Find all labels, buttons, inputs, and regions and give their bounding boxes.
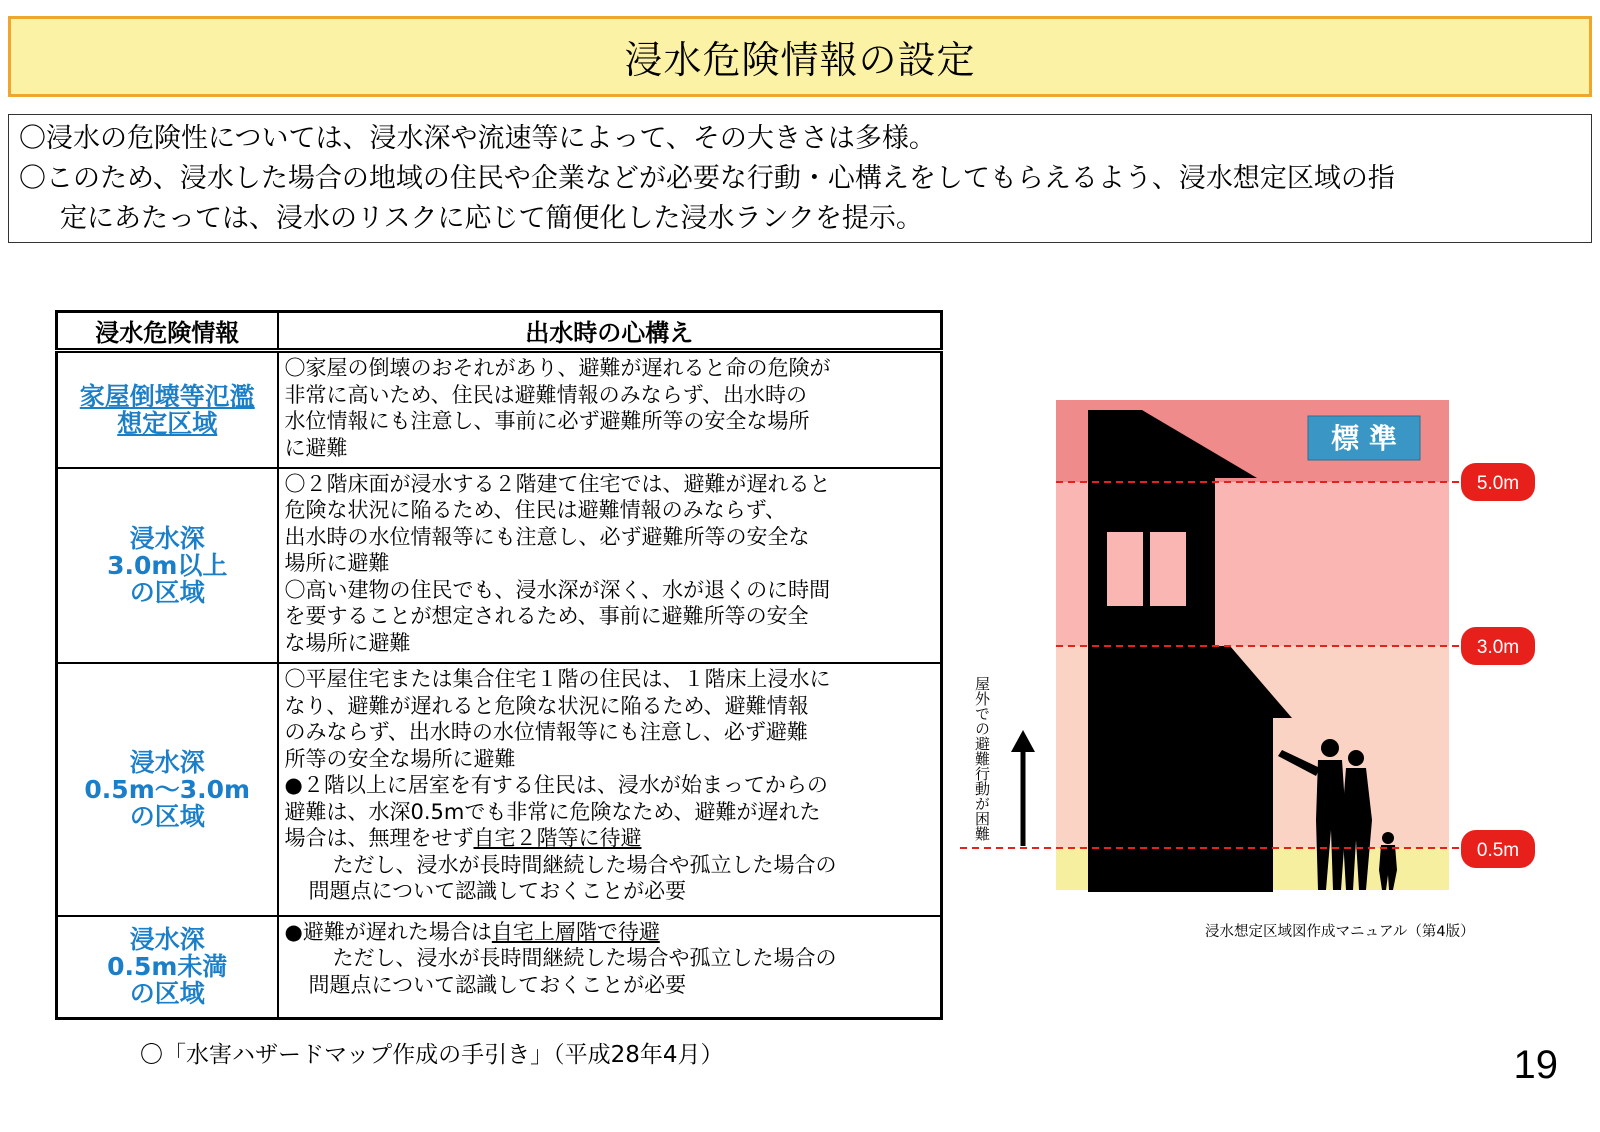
description-line: 所等の安全な場所に避難 [284,746,516,771]
description-line: 〇高い建物の住民でも、浸水深が深く、水が退くのに時間 [284,577,831,602]
description-line: な場所に避難 [284,630,411,655]
description-line: 〇２階床面が浸水する２階建て住宅では、避難が遅れると [284,471,831,496]
rank-label-line: 3.0m以上 [107,550,228,580]
rank-label-line: 0.5m～3.0m [84,774,251,804]
description-note [285,945,935,998]
description-line [284,825,935,852]
level-label-0-5m: 0.5m [1476,840,1520,861]
description-text: 場合は、無理をせず [284,826,474,851]
description-line [284,919,935,946]
description-line: 〇家屋の倒壊のおそれがあり、避難が遅れると命の危険が [284,356,831,380]
rank-label-line: の区域 [129,801,205,831]
window-left [1107,532,1143,606]
header-preparedness: 出水時の心構え [278,312,942,351]
table-header-row [57,312,942,351]
rank-label-under-0-5m [57,916,278,1019]
rank-description [278,663,942,915]
description-line: 危険な状況に陥るため、住民は避難情報のみならず、 [284,498,786,523]
note-line: 問題点について認識しておくことが必要 [308,879,687,904]
description-line: 水位情報にも注意し、事前に必ず避難所等の安全な場所 [284,409,810,433]
note-line: ただし、浸水が長時間継続した場合や孤立した場合の [332,946,837,971]
arrow-up-icon [1011,730,1035,752]
description-line: 〇平屋住宅または集合住宅１階の住民は、１階床上浸水に [284,667,831,692]
description-line: 場所に避難 [284,551,390,576]
description-line: 出水時の水位情報等にも注意し、必ず避難所等の安全な [284,524,810,549]
standard-badge-label: 標 準 [1331,422,1397,455]
description-line: のみならず、出水時の水位情報等にも注意し、必ず避難 [284,720,808,745]
note-line: 問題点について認識しておくことが必要 [308,972,687,997]
description-line: ●２階以上に居室を有する住民は、浸水が始まってからの [284,773,828,798]
arrow-label-vertical: 屋外での避難行動が困難 [973,676,991,841]
description-line: に避難 [284,435,348,460]
table-row [57,916,942,1019]
rank-label-line: の区域 [129,979,205,1009]
description-item [285,355,935,461]
rank-label-collapse-zone[interactable] [57,351,278,468]
rank-label-line: 浸水深 [129,523,205,553]
rank-label-line: 家屋倒壊等氾濫 [79,381,255,411]
emphasis-text: 自宅２階等に待避 [473,826,642,851]
description-item [285,471,935,577]
rank-label-line: 浸水深 [129,747,205,777]
summary-line: 〇浸水の危険性については、浸水深や流速等によって、その大きさは多様。 [19,123,936,154]
window-right [1150,532,1186,606]
description-item [285,919,935,946]
rank-label-line: 想定区域 [117,408,218,438]
header-flood-info: 浸水危険情報 [57,312,278,351]
emphasis-text: 自宅上層階で待避 [491,919,660,944]
table-row [57,351,942,468]
summary-line: 〇このため、浸水した場合の地域の住民や企業などが必要な行動・心構えをしてもらえるよう、浸水想定区域の指 [19,163,1395,194]
description-text: ●避難が遅れた場合は [284,919,492,944]
table-row [57,663,942,915]
rank-description [278,916,942,1019]
table-row [57,468,942,664]
page-number: 19 [1513,1043,1558,1087]
rank-label-over-3m [57,468,278,664]
summary-box [8,114,1592,243]
description-line: を要することが想定されるため、事前に避難所等の安全 [284,604,809,629]
note-line: ただし、浸水が長時間継続した場合や孤立した場合の [332,852,837,877]
figure-caption: 浸水想定区域図作成マニュアル（第4版） [1205,924,1475,940]
level-label-3m: 3.0m [1476,637,1520,658]
flood-depth-illustration [960,400,1600,940]
summary-line: 定にあたっては、浸水のリスクに応じて簡便化した浸水ランクを提示。 [60,203,923,234]
rank-description [278,468,942,664]
description-item [285,577,935,657]
source-reference: 〇「水害ハザードマップ作成の手引き」（平成28年4月） [140,1042,724,1068]
description-item [285,666,935,772]
description-item [285,772,935,852]
description-line: 非常に高いため、住民は避難情報のみならず、出水時の [284,382,807,407]
rank-label-line: 浸水深 [129,925,205,955]
rank-label-0-5m-to-3m [57,663,278,915]
rank-label-line: 0.5m未満 [107,952,228,982]
flood-rank-table [55,310,943,1020]
description-note [285,852,935,905]
level-label-5m: 5.0m [1476,473,1520,494]
rank-label-line: の区域 [129,577,205,607]
page-title [8,16,1592,97]
rank-description [278,351,942,468]
description-line: 避難は、水深0.5mでも非常に危険なため、避難が遅れた [284,799,821,824]
description-line: なり、避難が遅れると危険な状況に陥るため、避難情報 [284,693,809,718]
page-title-text: 浸水危険情報の設定 [624,38,976,82]
